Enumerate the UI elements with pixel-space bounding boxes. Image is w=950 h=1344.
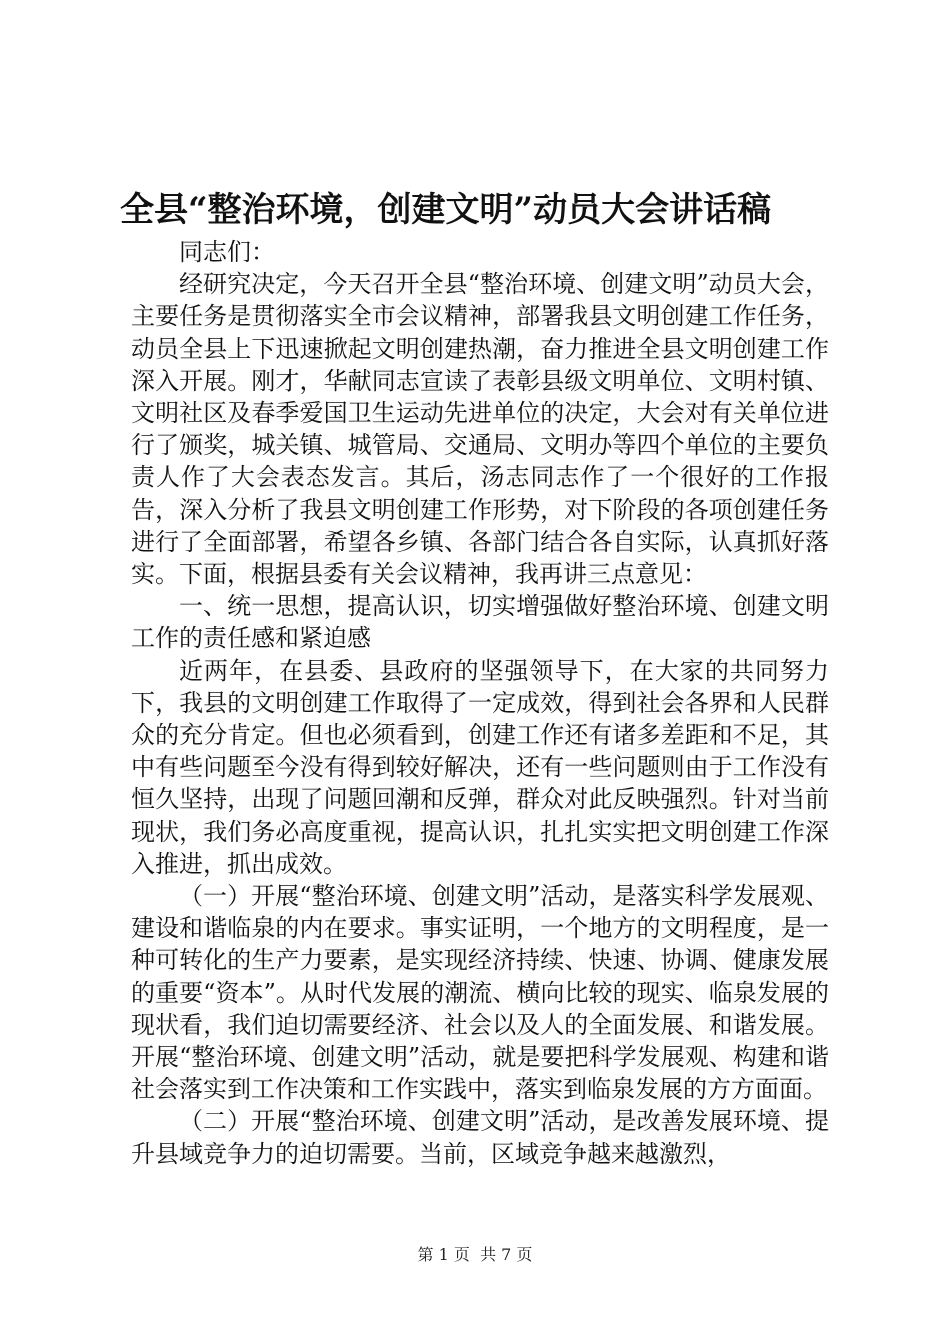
- document-body: [131, 236, 829, 1170]
- salutation-paragraph: 同志们：: [179, 238, 275, 266]
- intro-paragraph: 经研究决定，今天召开全县“整治环境、创建文明”动员大会，主要任务是贯彻落实全市会议精神，部署我县文明创建工作任务，动员全县上下迅速掀起文明创建热潮，奋力推进全县文明创建工作深入开展。刚才，华献同志宣读了表彰县级文明单位、文明村镇、文明社区及春季爱国卫生运动先进单位的决定，大会对有关单位进行了颁奖，城关镇、城管局、交通局、文明办等四个单位的主要负责人作了大会表态发言。其后，汤志同志作了一个很好的工作报告，深入分析了我县文明创建工作形势，对下阶段的各项创建任务进行了全面部署，希望各乡镇、各部门结合各自实际，认真抓好落实。下面，根据县委有关会议精神，我再讲三点意见：: [131, 270, 829, 589]
- body-paragraph: （一）开展“整治环境、创建文明”活动，是落实科学发展观、建设和谐临泉的内在要求。事实证明，一个地方的文明程度，是一种可转化的生产力要素，是实现经济持续、快速、协调、健康发展的重要“资本”。从时代发展的潮流、横向比较的现实、临泉发展的现状看，我们迫切需要经济、社会以及人的全面发展、和谐发展。开展“整治环境、创建文明”活动，就是要把科学发展观、构建和谐社会落实到工作决策和工作实践中，落实到临泉发展的方方面面。: [131, 882, 829, 1104]
- body-paragraph: （二）开展“整治环境、创建文明”活动，是改善发展环境、提升县域竞争力的迫切需要。当前，区域竞争越来越激烈，: [131, 1107, 829, 1168]
- page-footer: 第 1 页 共 7 页: [417, 1245, 533, 1264]
- body-paragraph: 近两年，在县委、县政府的坚强领导下，在大家的共同努力下，我县的文明创建工作取得了一定成效，得到社会各界和人民群众的充分肯定。但也必须看到，创建工作还有诸多差距和不足，其中有些问题至今没有得到较好解决，还有一些问题则由于工作没有恒久坚持，出现了问题回潮和反弹，群众对此反映强烈。针对当前现状，我们务必高度重视，提高认识，扎扎实实把文明创建工作深入推进，抓出成效。: [131, 656, 829, 878]
- section-heading-1: 一、统一思想，提高认识，切实增强做好整治环境、创建文明工作的责任感和紧迫感: [131, 592, 829, 653]
- document-title: 全县“整治环境，创建文明”动员大会讲话稿: [120, 190, 772, 230]
